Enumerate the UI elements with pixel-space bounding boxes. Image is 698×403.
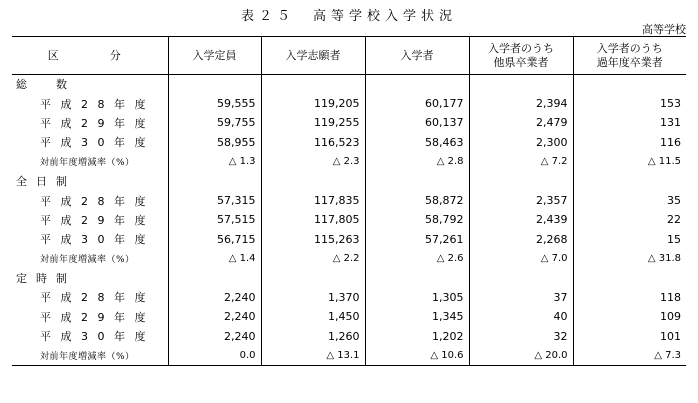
value-cell: 59,555 — [168, 94, 261, 113]
value-cell: 2,357 — [469, 191, 573, 210]
school-type-label: 高等学校 — [642, 23, 686, 36]
value-cell: 1,345 — [365, 307, 469, 326]
year-row — [12, 288, 686, 307]
group-row — [12, 75, 686, 94]
empty-cell — [261, 171, 365, 190]
header-line: 入学者のうち — [596, 41, 663, 55]
value-cell: 119,205 — [261, 94, 365, 113]
empty-cell — [168, 171, 261, 190]
year-row — [12, 94, 686, 113]
year-row — [12, 133, 686, 152]
rate-row — [12, 152, 686, 171]
value-cell: 1,202 — [365, 327, 469, 346]
value-cell: 2,479 — [469, 113, 573, 132]
empty-cell — [573, 268, 686, 287]
value-cell: 1,305 — [365, 288, 469, 307]
value-cell: 1,450 — [261, 307, 365, 326]
value-cell: 59,755 — [168, 113, 261, 132]
value-cell: △ 1.3 — [168, 152, 261, 171]
value-cell: 2,240 — [168, 327, 261, 346]
group-label: 総 数 — [16, 78, 76, 92]
value-cell: 60,177 — [365, 94, 469, 113]
value-cell: 35 — [573, 191, 686, 210]
year-label: 平成28年度 — [40, 97, 155, 111]
empty-cell — [469, 268, 573, 287]
empty-cell — [469, 75, 573, 94]
year-label: 平成28年度 — [40, 194, 155, 208]
group-label: 全日制 — [16, 175, 76, 189]
value-cell: 119,255 — [261, 113, 365, 132]
year-label: 平成29年度 — [40, 116, 155, 130]
header-line: 過年度卒業者 — [596, 55, 663, 69]
applicants-header: 入学志願者 — [261, 37, 365, 75]
value-cell: △ 31.8 — [573, 249, 686, 268]
value-cell: 2,394 — [469, 94, 573, 113]
value-cell: 58,955 — [168, 133, 261, 152]
header-row — [12, 37, 686, 75]
year-label: 平成29年度 — [40, 310, 155, 324]
value-cell: 56,715 — [168, 230, 261, 249]
empty-cell — [365, 171, 469, 190]
value-cell: 1,260 — [261, 327, 365, 346]
value-cell: 2,240 — [168, 288, 261, 307]
header-line: 入学者のうち — [488, 41, 554, 55]
value-cell: 116 — [573, 133, 686, 152]
empty-cell — [573, 75, 686, 94]
value-cell: 1,370 — [261, 288, 365, 307]
value-cell: 58,463 — [365, 133, 469, 152]
value-cell: 131 — [573, 113, 686, 132]
rate-label: 対前年度増減率（%） — [40, 255, 135, 266]
year-label: 平成30年度 — [40, 330, 155, 344]
year-label: 平成30年度 — [40, 136, 155, 150]
value-cell: △ 7.0 — [469, 249, 573, 268]
value-cell: △ 13.1 — [261, 346, 365, 365]
admission-table — [12, 36, 686, 366]
header-line: 他県卒業者 — [493, 55, 549, 69]
year-row — [12, 210, 686, 229]
year-label: 平成28年度 — [40, 291, 155, 305]
empty-cell — [469, 171, 573, 190]
value-cell: △ 10.6 — [365, 346, 469, 365]
value-cell: △ 2.6 — [365, 249, 469, 268]
value-cell: 57,515 — [168, 210, 261, 229]
empty-cell — [365, 75, 469, 94]
year-row — [12, 327, 686, 346]
year-row — [12, 230, 686, 249]
empty-cell — [261, 75, 365, 94]
value-cell: 109 — [573, 307, 686, 326]
value-cell: 117,835 — [261, 191, 365, 210]
rate-label: 対前年度増減率（%） — [40, 158, 135, 169]
value-cell: 153 — [573, 94, 686, 113]
value-cell: 22 — [573, 210, 686, 229]
value-cell: 57,261 — [365, 230, 469, 249]
empty-cell — [168, 75, 261, 94]
enrolled-header: 入学者 — [365, 37, 469, 75]
value-cell: △ 2.3 — [261, 152, 365, 171]
value-cell: 116,523 — [261, 133, 365, 152]
value-cell: 2,439 — [469, 210, 573, 229]
empty-cell — [573, 171, 686, 190]
value-cell: 57,315 — [168, 191, 261, 210]
previous-year-graduates-header — [573, 37, 686, 75]
value-cell: △ 2.8 — [365, 152, 469, 171]
empty-cell — [168, 268, 261, 287]
year-row — [12, 307, 686, 326]
group-label: 定時制 — [16, 272, 76, 286]
year-label: 平成30年度 — [40, 233, 155, 247]
empty-cell — [365, 268, 469, 287]
value-cell: △ 7.2 — [469, 152, 573, 171]
group-row — [12, 268, 686, 287]
category-header: 区 分 — [12, 37, 168, 75]
value-cell: 0.0 — [168, 346, 261, 365]
table-title: 表２５ 高等学校入学状況 — [240, 9, 457, 24]
value-cell: 60,137 — [365, 113, 469, 132]
other-prefecture-header — [469, 37, 573, 75]
year-row — [12, 191, 686, 210]
rate-label: 対前年度増減率（%） — [12, 346, 168, 365]
value-cell: △ 1.4 — [168, 249, 261, 268]
value-cell: 115,263 — [261, 230, 365, 249]
group-row — [12, 171, 686, 190]
value-cell: 40 — [469, 307, 573, 326]
value-cell: 101 — [573, 327, 686, 346]
value-cell: 32 — [469, 327, 573, 346]
value-cell: 37 — [469, 288, 573, 307]
value-cell: 58,792 — [365, 210, 469, 229]
rate-row — [12, 249, 686, 268]
value-cell: 15 — [573, 230, 686, 249]
value-cell: 2,268 — [469, 230, 573, 249]
capacity-header: 入学定員 — [168, 37, 261, 75]
year-row — [12, 113, 686, 132]
rate-row — [12, 346, 686, 365]
value-cell: 2,240 — [168, 307, 261, 326]
value-cell: 118 — [573, 288, 686, 307]
empty-cell — [261, 268, 365, 287]
value-cell: 117,805 — [261, 210, 365, 229]
value-cell: 58,872 — [365, 191, 469, 210]
value-cell: △ 20.0 — [469, 346, 573, 365]
value-cell: △ 7.3 — [573, 346, 686, 365]
value-cell: 2,300 — [469, 133, 573, 152]
value-cell: △ 2.2 — [261, 249, 365, 268]
value-cell: △ 11.5 — [573, 152, 686, 171]
year-label: 平成29年度 — [40, 213, 155, 227]
